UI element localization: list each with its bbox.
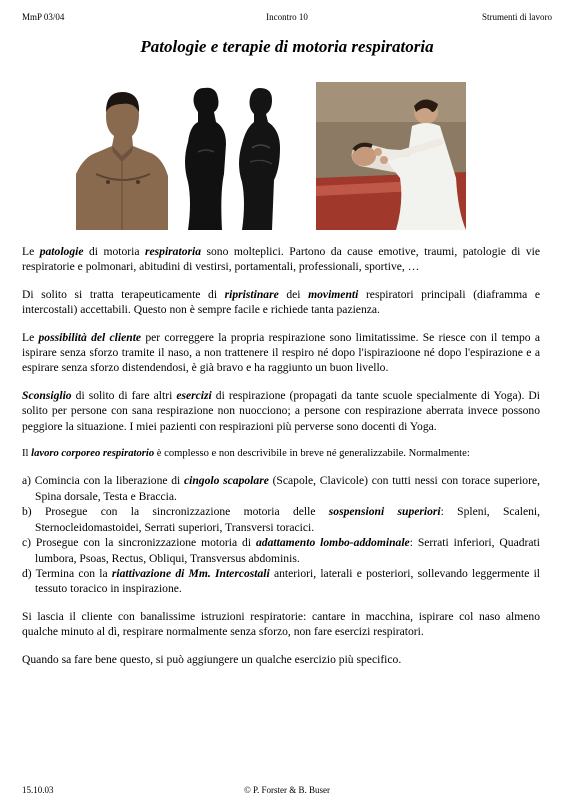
header-right: Strumenti di lavoro	[482, 12, 552, 22]
footer-date: 15.10.03	[22, 785, 54, 795]
list-item: b) Prosegue con la sincronizzazione motoria delle sospensioni superiori: Spleni, Scaleni, Sternocleidomastoidei, Serrati superiori, Transversi toracici.	[22, 505, 541, 534]
list-item: a) Comincia con la liberazione di cingolo scapolare (Scapole, Clavicole) con tutti nessi con torace superiore, Spina dorsale, Testa e Braccia.	[22, 474, 540, 503]
photo-man-torso	[76, 82, 168, 230]
steps-list	[22, 473, 540, 596]
paragraph-client: Le possibilità del cliente per correggere la propria respirazione sono limitatissime. Se riesce con il tempo a ispirare senza sforzo tramite il naso, a non trattenere il respiro né dopo l'ispirazioone né dopo l'espirazione e a espirare senza sforzo distendendosi, è già bravo e ha raggiunto un buon livello.	[22, 330, 540, 375]
list-item: c) Prosegue con la sincronizzazione motoria di adattamento lombo-addominale: Serrati inferiori, Quadrati lumbora, Psoas, Rectus, Obliqui, Transversus abdominis.	[22, 536, 540, 565]
paragraph-therapy: Di solito si tratta terapeuticamente di ripristinare dei movimenti respiratori principali (diaframma e intercostali) accettabili. Questo non è sempre facile e richiede tanta pazienza.	[22, 287, 540, 317]
paragraph-work: Il lavoro corporeo respiratorio è complesso e non descrivibile in breve né generalizzabile. Normalmente:	[22, 448, 470, 460]
paragraph-intro: Le patologie di motoria respiratoria sono molteplici. Partono da cause emotive, traumi, patologie di vie respiratorie e polmonari, abitudini di vestirsi, portamentali, professionali, sportive, …	[22, 245, 540, 274]
list-item: d) Termina con la riattivazione di Mm. Intercostali anteriori, laterali e posteriori, sollevando leggermente il tessuto toracico in inspirazione.	[22, 566, 541, 596]
photo-posture-silhouettes	[176, 82, 300, 230]
article-body	[22, 244, 540, 679]
paragraph-instructions: Si lascia il cliente con banalissime istruzioni respiratorie: cantare in macchina, ispirare col naso almeno qualche minuto al dì, respirare normalmente senza sforzo, non fare esercizi respiratori.	[22, 609, 540, 639]
paragraph-advice: Sconsiglio di solito di fare altri esercizi di respirazione (propagati da tante scuole specialmente di Yoga). Di solito per persone con sana respirazione non nuocciono; a persone con respirazione aberrata invece possono peggiore la situazione. I miei pazienti con respirazioni più perverse sono docenti di Yoga.	[22, 388, 540, 433]
footer-copyright: © P. Forster & B. Buser	[243, 785, 331, 795]
page-title: Patologie e terapie di motoria respiratoria	[140, 37, 434, 56]
header-left: MmP 03/04	[22, 12, 65, 22]
photo-therapy-session	[316, 82, 466, 230]
paragraph-closing: Quando sa fare bene questo, si può aggiungere un qualche esercizio più specifico.	[22, 652, 402, 666]
header-center: Incontro 10	[266, 12, 308, 22]
